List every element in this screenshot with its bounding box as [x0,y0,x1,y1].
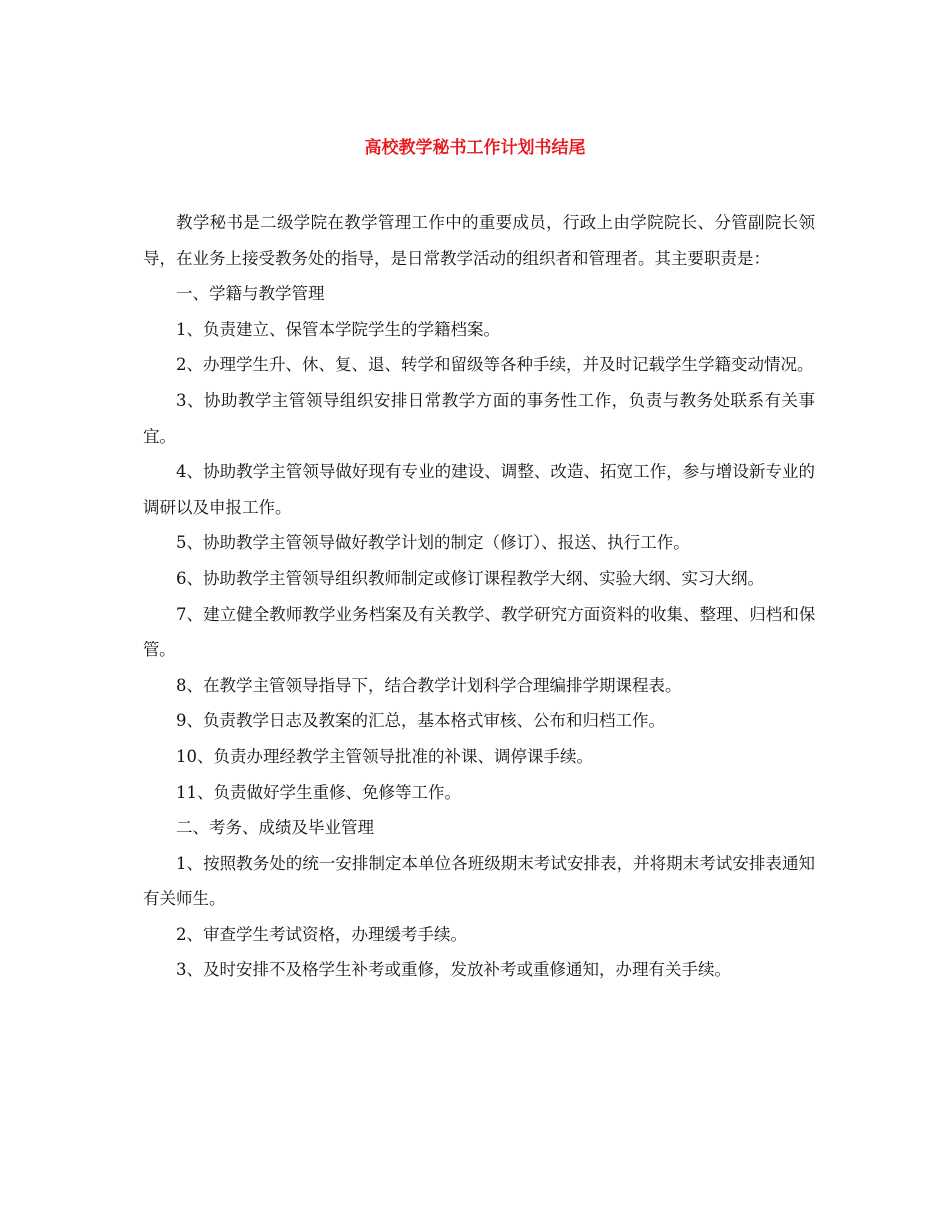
list-item: 2、办理学生升、休、复、退、转学和留级等各种手续，并及时记载学生学籍变动情况。 [176,355,814,375]
document-body [143,205,815,988]
list-item: 8、在教学主管领导指导下，结合教学计划科学合理编排学期课程表。 [176,675,682,695]
list-item: 3、协助教学主管领导组织安排日常教学方面的事务性工作，负责与教务处联系有关事宜。 [143,390,815,446]
list-item: 3、及时安排不及格学生补考或重修，发放补考或重修通知，办理有关手续。 [176,960,731,980]
list-item: 1、负责建立、保管本学院学生的学籍档案。 [176,319,500,339]
list-item: 7、建立健全教师教学业务档案及有关教学、教学研究方面资料的收集、整理、归档和保管。 [143,604,815,660]
list-item: 9、负责教学日志及教案的汇总，基本格式审核、公布和归档工作。 [176,711,665,731]
document-title: 高校教学秘书工作计划书结尾 [364,138,586,158]
list-item: 10、负责办理经教学主管领导批准的补课、调停课手续。 [176,746,593,766]
list-item: 1、按照教务处的统一安排制定本单位各班级期末考试安排表，并将期末考试安排表通知有关师生。 [143,853,815,909]
list-item: 2、审查学生考试资格，办理缓考手续。 [176,924,467,944]
section-heading-2: 二、考务、成绩及毕业管理 [176,818,374,838]
list-item: 6、协助教学主管领导组织教师制定或修订课程教学大纲、实验大纲、实习大纲。 [176,568,764,588]
list-item: 5、协助教学主管领导做好教学计划的制定（修订）、报送、执行工作。 [176,533,690,553]
list-item: 11、负责做好学生重修、免修等工作。 [176,782,461,802]
list-item: 4、协助教学主管领导做好现有专业的建设、调整、改造、拓宽工作，参与增设新专业的调研以及申报工作。 [143,462,815,517]
section-heading-1: 一、学籍与教学管理 [176,284,325,304]
intro-paragraph: 教学秘书是二级学院在教学管理工作中的重要成员，行政上由学院院长、分管副院长领导，在业务上接受教务处的指导，是日常教学活动的组织者和管理者。其主要职责是： [143,213,815,268]
